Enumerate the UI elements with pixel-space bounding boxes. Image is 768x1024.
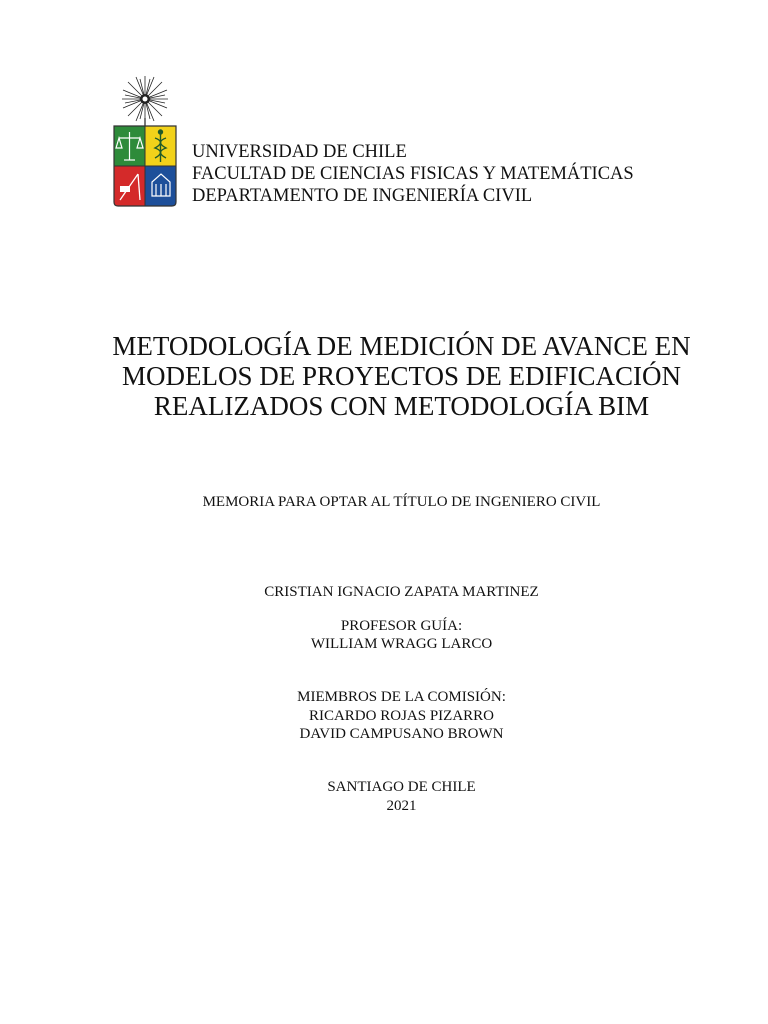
committee-member: DAVID CAMPUSANO BROWN (299, 726, 504, 742)
university-name: UNIVERSIDAD DE CHILE (192, 142, 407, 162)
place: SANTIAGO DE CHILE (327, 779, 476, 795)
degree-statement: MEMORIA PARA OPTAR AL TÍTULO DE INGENIERO CIVIL (202, 494, 601, 510)
committee-label: MIEMBROS DE LA COMISIÓN: (297, 689, 506, 705)
thesis-title (0, 331, 768, 421)
department-name: DEPARTAMENTO DE INGENIERÍA CIVIL (192, 186, 533, 206)
author-name: CRISTIAN IGNACIO ZAPATA MARTINEZ (264, 584, 539, 600)
institution-header (192, 141, 634, 207)
year: 2021 (386, 798, 417, 814)
thesis-title-line: REALIZADOS CON METODOLOGÍA BIM (153, 391, 650, 421)
thesis-title-line: MODELOS DE PROYECTOS DE EDIFICACIÓN (121, 361, 682, 391)
guide-name: WILLIAM WRAGG LARCO (310, 636, 493, 652)
guide-label: PROFESOR GUÍA: (340, 618, 463, 634)
committee-member: RICARDO ROJAS PIZARRO (308, 708, 495, 724)
university-of-chile-crest-icon (110, 74, 180, 214)
faculty-name: FACULTAD DE CIENCIAS FISICAS Y MATEMÁTICAS (192, 164, 634, 184)
thesis-title-line: METODOLOGÍA DE MEDICIÓN DE AVANCE EN (112, 331, 691, 361)
